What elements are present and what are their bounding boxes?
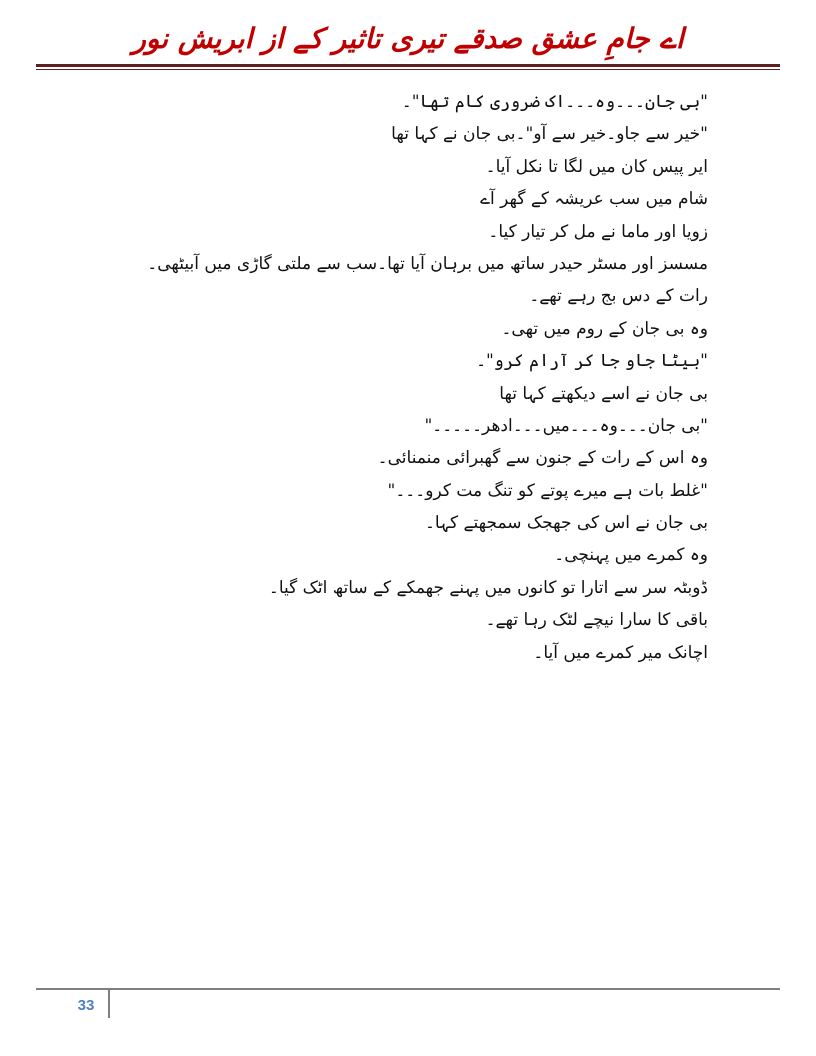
- text-line: ڈوبٹہ سر سے اتارا تو کانوں میں پہنے جھمکے کے ساتھ اٹک گیا۔: [268, 577, 708, 598]
- text-line: "بیٹا جاو جا کر آرام کرو"۔: [476, 351, 708, 372]
- text-line: "غلط بات ہے میرے پوتے کو تنگ مت کرو۔۔۔": [387, 480, 708, 501]
- footer-divider: [36, 988, 780, 990]
- text-line: وہ بی جان کے روم میں تھی۔: [501, 318, 708, 339]
- text-line: ایر پیس کان میں لگا تا نکل آیا۔: [485, 156, 708, 177]
- text-line: بی جان نے اس کی جھجک سمجھتے کہا۔: [424, 513, 708, 534]
- story-text: [148, 86, 708, 669]
- text-line: "بی جان۔۔۔وہ۔۔۔میں۔۔۔ادھر۔۔۔۔۔": [424, 415, 708, 436]
- text-line: "بی جان۔۔۔وہ۔۔۔اک ضروری کام تھا"۔: [401, 92, 708, 112]
- text-line: باقی کا سارا نیچے لٹک رہا تھے۔: [485, 610, 708, 631]
- text-line: "خیر سے جاو۔خیر سے آو"۔بی جان نے کہا تھا: [391, 124, 708, 145]
- text-line: بی جان نے اسے دیکھتے کہا تھا: [499, 383, 708, 404]
- text-line: زویا اور ماما نے مل کر تیار کیا۔: [488, 221, 708, 242]
- text-line: مسسز اور مسٹر حیدر ساتھ میں برہان آیا تھا۔سب سے ملتی گاڑی میں آبیٹھی۔: [147, 253, 708, 274]
- header-divider: [36, 64, 780, 67]
- text-line: وہ اس کے رات کے جنون سے گھبرائی منمنائی۔: [377, 448, 708, 469]
- text-line: وہ کمرے میں پہنچی۔: [554, 545, 708, 566]
- page-number-divider: [108, 990, 110, 1018]
- page-number: 33: [77, 997, 95, 1014]
- page-title: اے جامِ عشق صدقے تیری تاثیر کے از ابریش نور: [132, 22, 684, 55]
- text-line: رات کے دس بج رہے تھے۔: [529, 286, 708, 307]
- header-divider-thin: [36, 69, 780, 70]
- text-line: شام میں سب عریشہ کے گھر آے: [480, 189, 708, 210]
- text-line: اچانک میر کمرے میں آیا۔: [533, 642, 708, 663]
